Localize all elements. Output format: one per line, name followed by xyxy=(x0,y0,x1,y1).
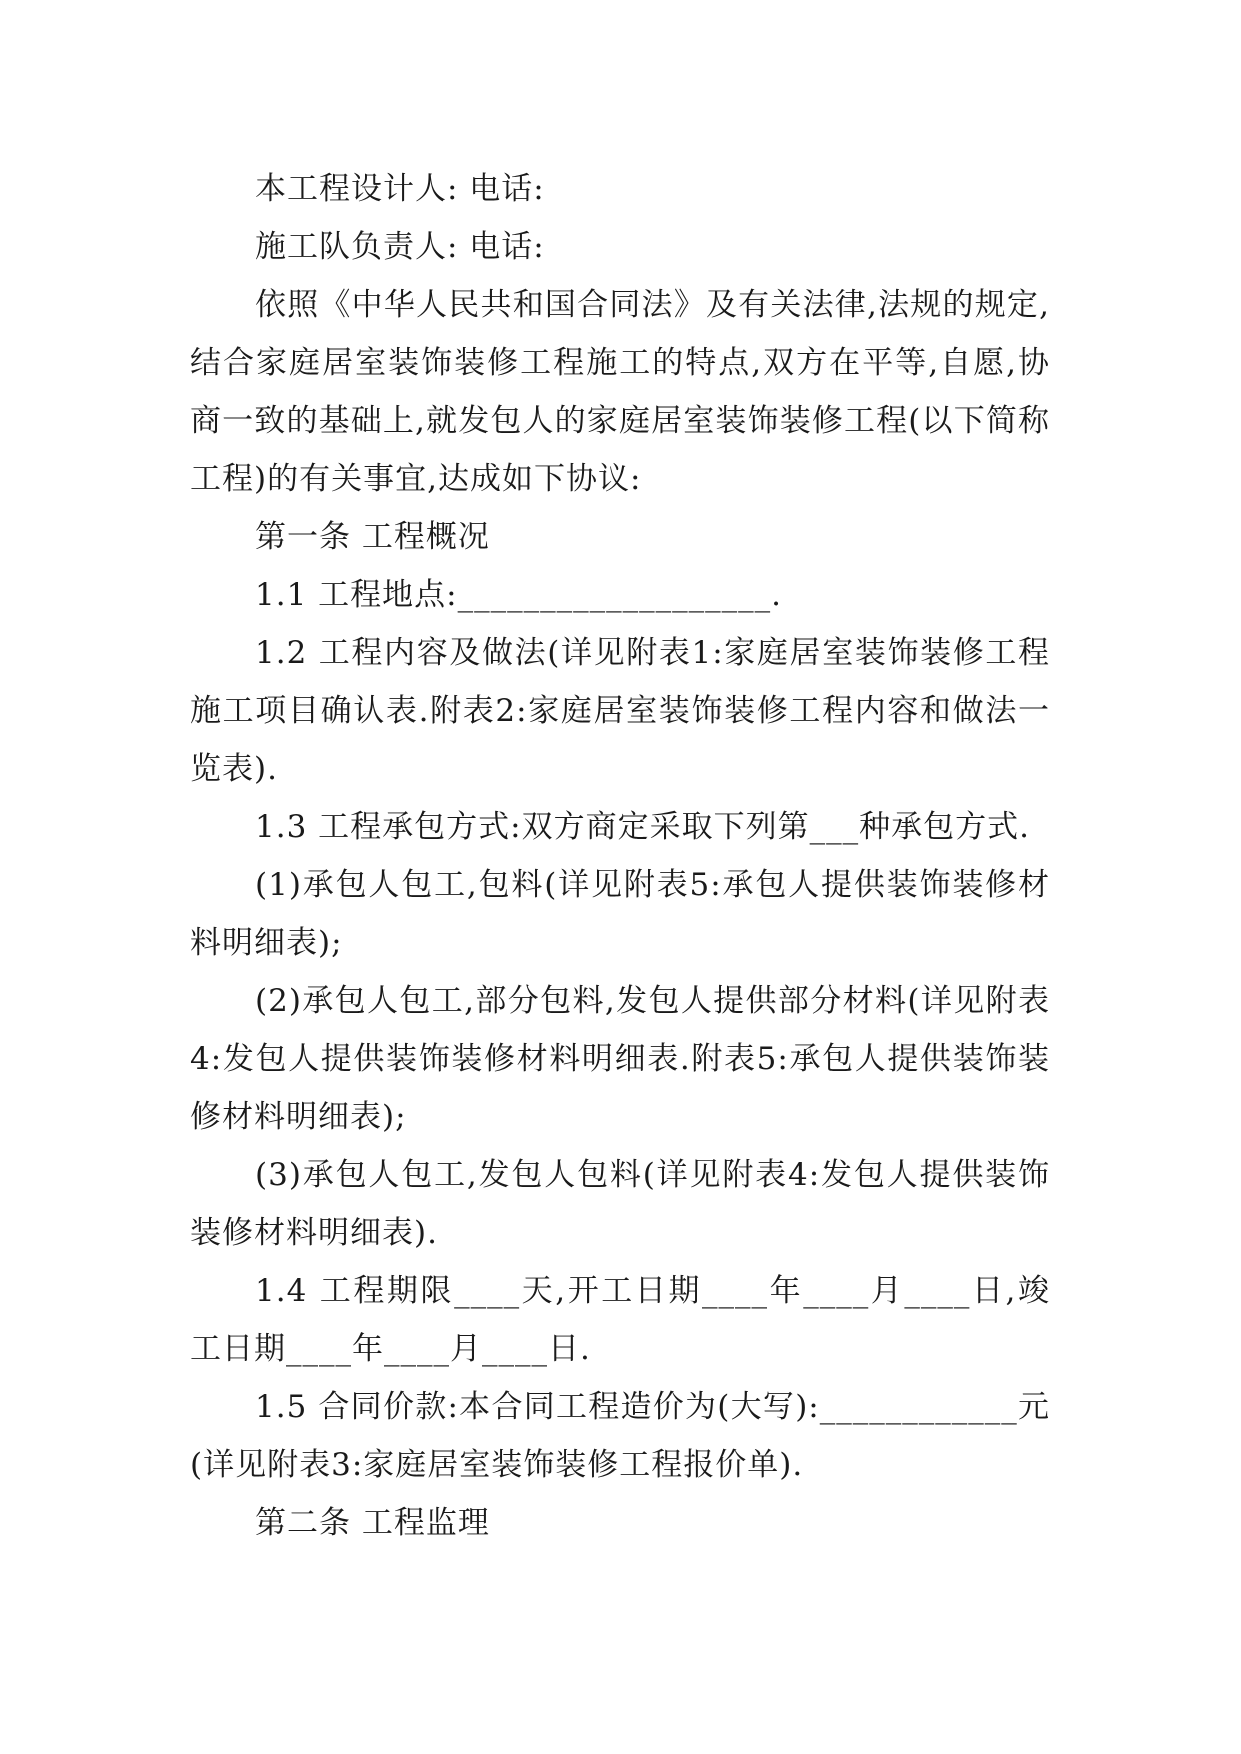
article-2-heading: 第二条 工程监理 xyxy=(255,1505,490,1541)
clause-1-2: 1.2 工程内容及做法(详见附表1:家庭居室装饰装修工程施工项目确认表.附表2:家庭居室装饰装修工程内容和做法一览表). xyxy=(190,635,1050,787)
preamble-paragraph: 依照《中华人民共和国合同法》及有关法律,法规的规定,结合家庭居室装饰装修工程施工的特点,双方在平等,自愿,协商一致的基础上,就发包人的家庭居室装饰装修工程(以下简称工程)的有关事宜,达成如下协议: xyxy=(190,287,1050,497)
team-leader-line: 施工队负责人: 电话: xyxy=(255,229,545,265)
option-2: (2)承包人包工,部分包料,发包人提供部分材料(详见附表4:发包人提供装饰装修材料明细表.附表5:承包人提供装饰装修材料明细表); xyxy=(190,983,1050,1135)
clause-1-1: 1.1 工程地点:___________________. xyxy=(255,577,782,613)
option-1: (1)承包人包工,包料(详见附表5:承包人提供装饰装修材料明细表); xyxy=(190,867,1050,961)
option-3: (3)承包人包工,发包人包料(详见附表4:发包人提供装饰装修材料明细表). xyxy=(190,1157,1050,1251)
article-1-heading: 第一条 工程概况 xyxy=(255,519,490,555)
document-body xyxy=(190,160,1050,1552)
clause-1-5: 1.5 合同价款:本合同工程造价为(大写):____________元(详见附表3:家庭居室装饰装修工程报价单). xyxy=(190,1389,1050,1483)
clause-1-4: 1.4 工程期限____天,开工日期____年____月____日,竣工日期____年____月____日. xyxy=(190,1273,1050,1367)
designer-line: 本工程设计人: 电话: xyxy=(255,171,545,207)
clause-1-3: 1.3 工程承包方式:双方商定采取下列第___种承包方式. xyxy=(255,809,1030,845)
